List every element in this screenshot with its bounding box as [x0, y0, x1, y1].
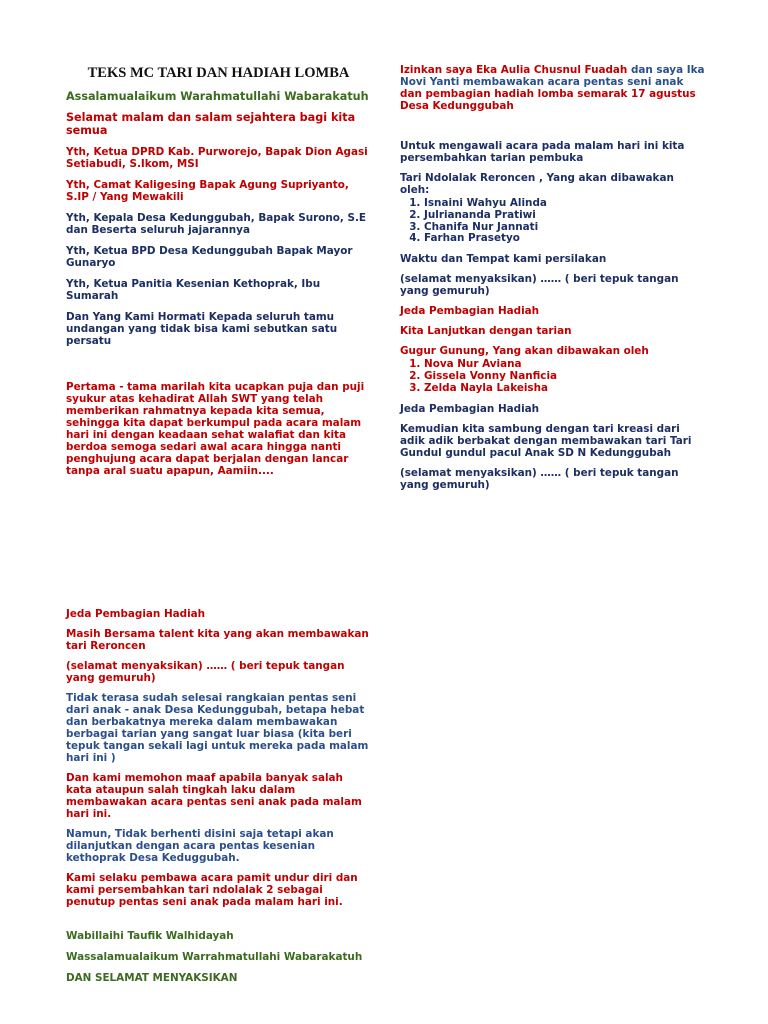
list-item: 2. Julriananda Pratiwi: [424, 210, 705, 222]
intro-name-ika: dan saya Ika Novi Yanti: [400, 64, 705, 88]
left-column: [66, 64, 371, 477]
opening-paragraph: Pertama - tama marilah kita ucapkan puja dan puji syukur atas kehadirat Allah SWT yang telah memberikan rahmatnya kepada kita semua, sehingga kita dapat berkumpul pada acara malam hari ini dengan keadaan sehat walafiat dan kita berdoa semoga sedari awal acara hingga nanti penghujung acara dapat berjalan dengan lancar tanpa aral suatu apapun, Aamiin....: [66, 381, 365, 477]
honorific-panitia: Yth, Ketua Panitia Kesenian Kethoprak, Ibu Sumarah: [66, 278, 321, 302]
reroncen-intro: Masih Bersama talent kita yang akan membawakan tari Reroncen: [66, 628, 369, 652]
closing-praise: Tidak terasa sudah selesai rangkaian pentas seni dari anak - anak Desa Kedunggubah, betapa hebat dan berbakatnya mereka dalam membawakan berbagai tarian yang sangat luar biasa (kita beri tepuk tangan sekali lagi untuk mereka pada malam hari ini ): [66, 692, 369, 764]
honorific-kepala-desa: Yth, Kepala Desa Kedunggubah, Bapak Surono, S.E dan Beserta seluruh jajarannya: [66, 212, 367, 236]
jeda-pembagian-hadiah-1: Jeda Pembagian Hadiah: [400, 305, 540, 318]
waktu-tempat: Waktu dan Tempat kami persilakan: [400, 253, 607, 266]
evening-greeting: Selamat malam dan salam sejahtera bagi kita semua: [66, 111, 356, 137]
list-item: 1. Nova Nur Aviana: [424, 359, 705, 371]
mc-introduction: [400, 64, 705, 112]
left-column-lower: [66, 608, 371, 984]
dancers-list-1: [400, 198, 705, 245]
jeda-pembagian-hadiah-2: Jeda Pembagian Hadiah: [400, 402, 540, 415]
list-item: 3. Chanifa Nur Jannati: [424, 222, 705, 234]
selamat-menyaksikan-2: (selamat menyaksikan) …… ( beri tepuk tangan yang gemuruh): [400, 466, 679, 491]
honorific-tamu: Dan Yang Kami Hormati Kepada seluruh tamu undangan yang tidak bisa kami sebutkan satu persatu: [66, 311, 338, 347]
tari-kreasi: Kemudian kita sambung dengan tari kreasi dari adik adik berbakat dengan membawakan tari Tari Gundul gundul pacul Anak SD N Kedunggubah: [400, 422, 692, 459]
right-column: [400, 64, 705, 491]
honorific-camat: Yth, Camat Kaligesing Bapak Agung Supriyanto, S.IP / Yang Mewakili: [66, 179, 349, 203]
selamat-menyaksikan: (selamat menyaksikan) …… ( beri tepuk tangan yang gemuruh): [66, 660, 345, 684]
list-item: 1. Isnaini Wahyu Alinda: [424, 198, 705, 210]
intro-acara: membawakan acara pentas seni anak: [462, 76, 684, 88]
wabillahi: Wabillaihi Taufik Walhidayah: [66, 930, 234, 942]
greeting: Assalamualaikum Warahmatullahi Wabarakatuh: [66, 90, 369, 103]
dancers-list-2: [400, 359, 705, 394]
wassalam: Wassalamualaikum Warrahmatullahi Wabarakatuh: [66, 951, 363, 963]
list-item: 2. Gissela Vonny Nanficia: [424, 371, 705, 383]
intro-hadiah: dan pembagian hadiah lomba semarak 17 agustus Desa Kedunggubah: [400, 88, 696, 112]
mengawali-acara: Untuk mengawali acara pada malam hari ini kita persembahkan tarian pembuka: [400, 140, 685, 164]
jeda-pembagian-hadiah: Jeda Pembagian Hadiah: [66, 608, 206, 620]
selamat-menyaksikan-1: (selamat menyaksikan) …… ( beri tepuk tangan yang gemuruh): [400, 273, 679, 298]
continue-kethoprak: Namun, Tidak berhenti disini saja tetapi akan dilanjutkan dengan acara pentas kesenian kethoprak Desa Keduggubah.: [66, 828, 334, 864]
intro-name-eka: Izinkan saya Eka Aulia Chusnul Fuadah: [400, 64, 628, 76]
lanjut-tarian: Kita Lanjutkan dengan tarian: [400, 325, 572, 338]
document-title: TEKS MC TARI DAN HADIAH LOMBA: [87, 65, 350, 81]
ndolalak-intro: Tari Ndolalak Reroncen , Yang akan dibawakan oleh:: [400, 172, 674, 196]
list-item: 4. Farhan Prasetyo: [424, 233, 705, 245]
list-item: 3. Zelda Nayla Lakeisha: [424, 383, 705, 395]
gugur-gunung-intro: Gugur Gunung, Yang akan dibawakan oleh: [400, 345, 649, 358]
honorific-bpd: Yth, Ketua BPD Desa Kedunggubah Bapak Mayor Gunaryo: [66, 245, 353, 269]
apology: Dan kami memohon maaf apabila banyak salah kata ataupun salah tingkah laku dalam membawakan acara pentas seni anak pada malam hari ini.: [66, 772, 362, 820]
honorific-dprd: Yth, Ketua DPRD Kab. Purworejo, Bapak Dion Agasi Setiabudi, S.Ikom, MSI: [66, 146, 368, 170]
final-line: DAN SELAMAT MENYAKSIKAN: [66, 972, 238, 984]
farewell: Kami selaku pembawa acara pamit undur diri dan kami persembahkan tari ndolalak 2 sebagai penutup pentas seni anak pada malam hari ini.: [66, 872, 358, 908]
